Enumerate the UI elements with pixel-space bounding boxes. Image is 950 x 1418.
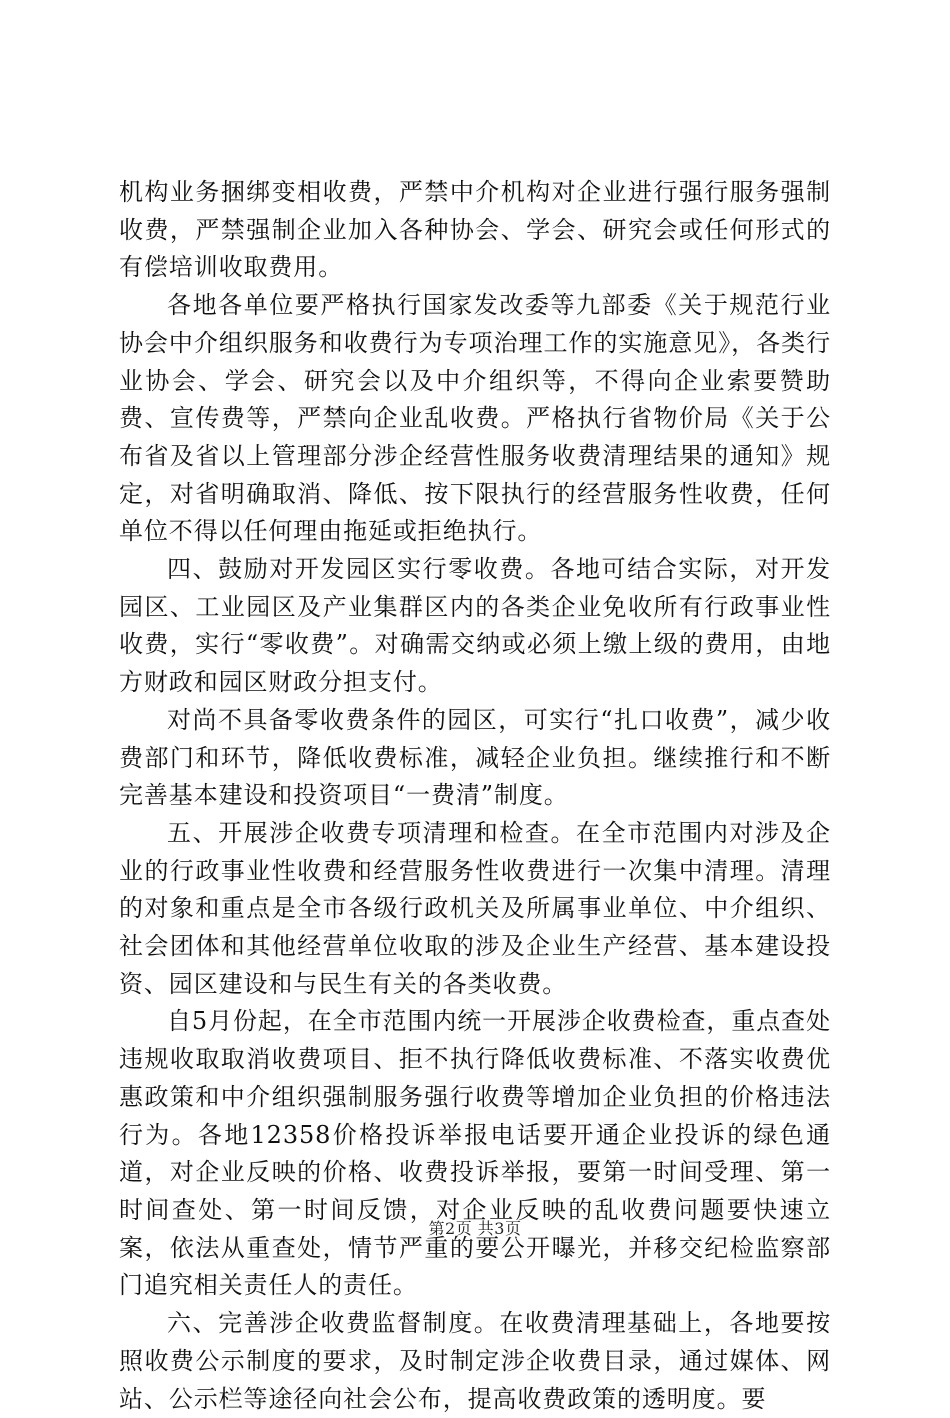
paragraph: 各地各单位要严格执行国家发改委等九部委《关于规范行业协会中介组织服务和收费行为专项治理工作的实施意见》，各类行业协会、学会、研究会以及中介组织等，不得向企业索要赞助费、宣传费等，严禁向企业乱收费。严格执行省物价局《关于公布省及省以上管理部分涉企经营性服务收费清理结果的通知》规定，对省明确取消、降低、按下限执行的经营服务性收费，任何单位不得以任何理由拖延或拒绝执行。 xyxy=(119,291,831,546)
paragraph: 四、鼓励对开发园区实行零收费。各地可结合实际，对开发园区、工业园区及产业集群区内的各类企业免收所有行政事业性收费，实行“零收费”。对确需交纳或必须上缴上级的费用，由地方财政和园区财政分担支付。 xyxy=(119,555,831,697)
paragraph: 对尚不具备零收费条件的园区，可实行“扎口收费”，减少收费部门和环节，降低收费标准，减轻企业负担。继续推行和不断完善基本建设和投资项目“一费清”制度。 xyxy=(119,705,831,810)
paragraph: 机构业务捆绑变相收费，严禁中介机构对企业进行强行服务强制收费，严禁强制企业加入各种协会、学会、研究会或任何形式的有偿培训收取费用。 xyxy=(119,178,831,282)
page-footer: 第2页 共3页 xyxy=(428,1219,522,1238)
paragraph: 自5月份起，在全市范围内统一开展涉企收费检查，重点查处违规收取取消收费项目、拒不执行降低收费标准、不落实收费优惠政策和中介组织强制服务强行收费等增加企业负担的价格违法行为。各地12358价格投诉举报电话要开通企业投诉的绿色通道，对企业反映的价格、收费投诉举报，要第一时间受理、第一时间查处、第一时间反馈，对企业反映的乱收费问题要快速立案，依法从重查处，情节严重的要公开曝光，并移交纪检监察部门追究相关责任人的责任。 xyxy=(119,1007,831,1300)
paragraph: 六、完善涉企收费监督制度。在收费清理基础上，各地要按照收费公示制度的要求，及时制定涉企收费目录，通过媒体、网站、公示栏等途径向社会公布，提高收费政策的透明度。要 xyxy=(119,1309,831,1413)
paragraph: 五、开展涉企收费专项清理和检查。在全市范围内对涉及企业的行政事业性收费和经营服务性收费进行一次集中清理。清理的对象和重点是全市各级行政机关及所属事业单位、中介组织、社会团体和其他经营单位收取的涉及企业生产经营、基本建设投资、园区建设和与民生有关的各类收费。 xyxy=(119,818,831,998)
